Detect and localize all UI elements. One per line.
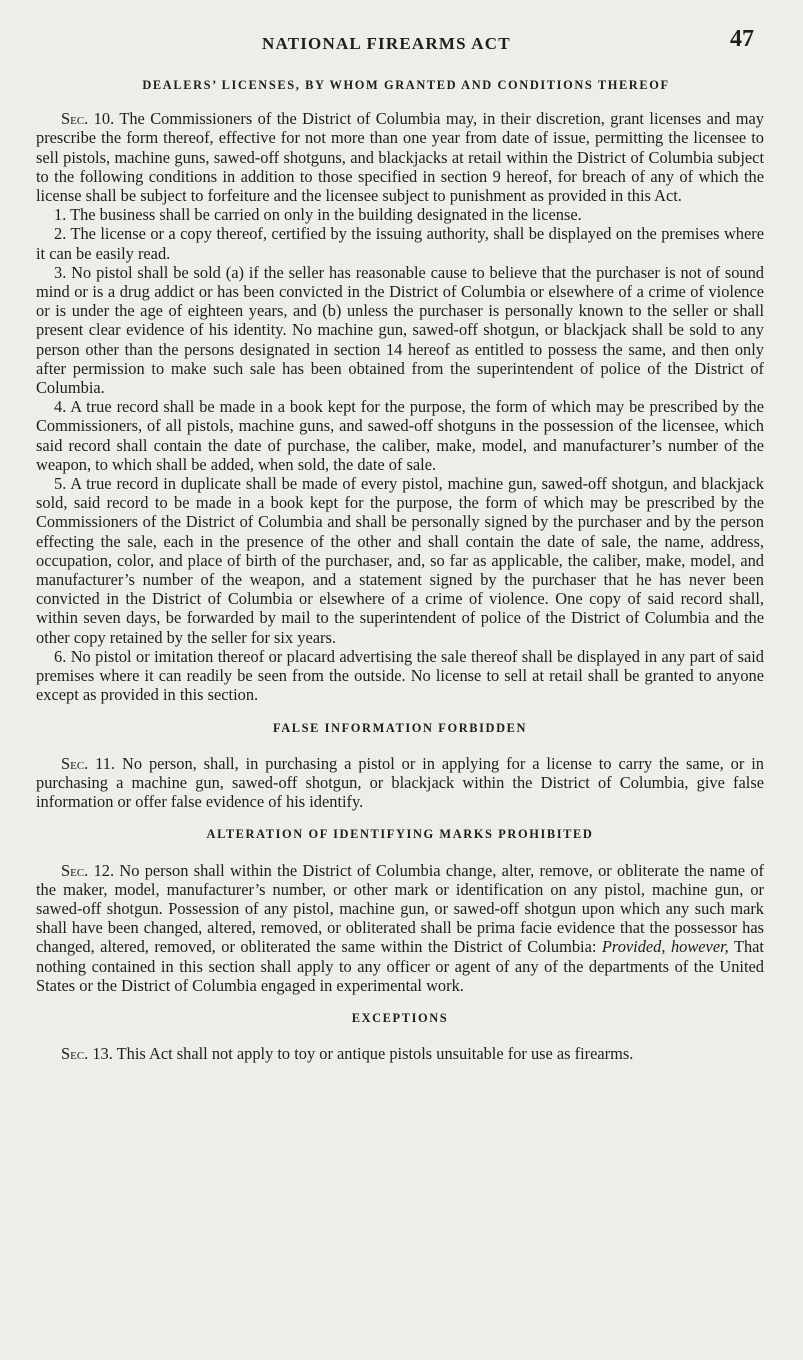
condition-item: 1. The business shall be carried on only in the building designated in the license. — [54, 205, 582, 225]
condition-item: 5. A true record in duplicate shall be made of every pistol, machine gun, sawed-off shotgun, and blackjack sold, said record to be made in a book kept for the purpose, the form of which may be prescribed by the Commissioners of the District of Columbia and shall be personally signed by the purchaser and by the person effecting the sale, each in the presence of the other and shall contain the date of sale, the name, address, occupation, color, and place of birth of the purchaser, and, so far as applicable, the caliber, make, model, and manufacturer’s number of the weapon, and a statement signed by the purchaser that he has never been convicted in the District of Columbia or elsewhere of a crime of violence. One copy of said record shall, within seven days, be forwarded by mail to the superintendent of police of the District of Columbia and the other copy retained by the seller for six years. — [36, 474, 764, 647]
section-10-text: The Commissioners of the District of Columbia may, in their discretion, grant licenses and may prescribe the form thereof, effective for not more than one year from date of issue, permitting the licensee to sell pistols, machine guns, sawed-off shotguns, and blackjacks at retail within the District of Columbia subject to the following conditions in addition to those specified in section 9 hereof, for breach of any of which the license shall be subject to forfeiture and the licensee subject to punishment as provided in this Act. — [36, 109, 764, 206]
section-heading-exceptions: EXCEPTIONS — [351, 1010, 449, 1025]
section-12-text: No person shall within the District of Columbia change, alter, remove, or obliterate the name of the maker, model, manufacturer’s number, or other mark or identification on any pistol, machine gun, or sawed-off shotgun. Possession of any pistol, machine gun, or sawed-off shotgun upon which any such mark shall have been changed, altered, removed, or obliterated shall be prima facie evidence that the possessor has changed, altered, removed, or obliterated the same within the District of Columbia: — [36, 860, 764, 957]
page-header — [0, 24, 803, 58]
proviso-phrase: Provided, however, — [601, 937, 729, 957]
section-heading-false-information: FALSE INFORMATION FORBIDDEN — [272, 720, 528, 735]
section-label: Sec. 12. — [61, 860, 115, 880]
condition-item: 4. A true record shall be made in a book kept for the purpose, the form of which may be prescribed by the Commissioners, of all pistols, machine guns, and sawed-off shotguns in the possession of the licensee, which said record shall contain the date of purchase, the caliber, make, model, and manufacturer’s number of the weapon, to which shall be added, when sold, the date of sale. — [36, 397, 764, 474]
section-label: Sec. 13. — [61, 1044, 113, 1064]
section-10-paragraph — [36, 109, 764, 205]
section-heading-alteration-marks: ALTERATION OF IDENTIFYING MARKS PROHIBITED — [206, 827, 594, 842]
section-label: Sec. 11. — [61, 753, 116, 773]
section-label: Sec. 10. — [61, 109, 115, 129]
running-head: NATIONAL FIREARMS ACT — [262, 34, 511, 53]
section-11-text: No person, shall, in purchasing a pistol or in applying for a license to carry the same, or in purchasing a machine gun, sawed-off shotgun, or blackjack within the District of Columbia, give false information or offer false evidence of his identify. — [36, 753, 765, 812]
condition-item: 6. No pistol or imitation thereof or placard advertising the sale thereof shall be displayed in any part of said premises where it can readily be seen from the outside. No license to sell at retail shall be granted to anyone except as provided in this section. — [36, 646, 764, 705]
condition-item: 3. No pistol shall be sold (a) if the seller has reasonable cause to believe that the purchaser is not of sound mind or is a drug addict or has been convicted in the District of Columbia or elsewhere of a crime of violence or is under the age of eighteen years, and (b) unless the purchaser is personally known to the seller or shall present clear evidence of his identity. No machine gun, sawed-off shotgun, or blackjack shall be sold to any person other than the persons designated in section 14 hereof as entitled to possess the same, and then only after permission to make such sale has been obtained from the superintendent of police of the District of Columbia. — [36, 262, 764, 398]
page-body — [36, 76, 764, 1063]
section-12-paragraph — [36, 861, 764, 995]
section-heading-dealers-licenses: DEALERS’ LICENSES, BY WHOM GRANTED AND CONDITIONS THEREOF — [142, 78, 670, 92]
section-13-paragraph — [36, 1044, 764, 1063]
page-number: 47 — [730, 26, 754, 52]
section-11-paragraph — [36, 754, 764, 812]
section-13-text: This Act shall not apply to toy or antique pistols unsuitable for use as firearms. — [116, 1044, 634, 1064]
condition-item: 2. The license or a copy thereof, certified by the issuing authority, shall be displayed on the premises where it can be easily read. — [36, 224, 764, 263]
section-12-text-continued: That nothing contained in this section shall apply to any officer or agent of any of the departments of the United States or the District of Columbia engaged in experimental work. — [36, 937, 764, 995]
